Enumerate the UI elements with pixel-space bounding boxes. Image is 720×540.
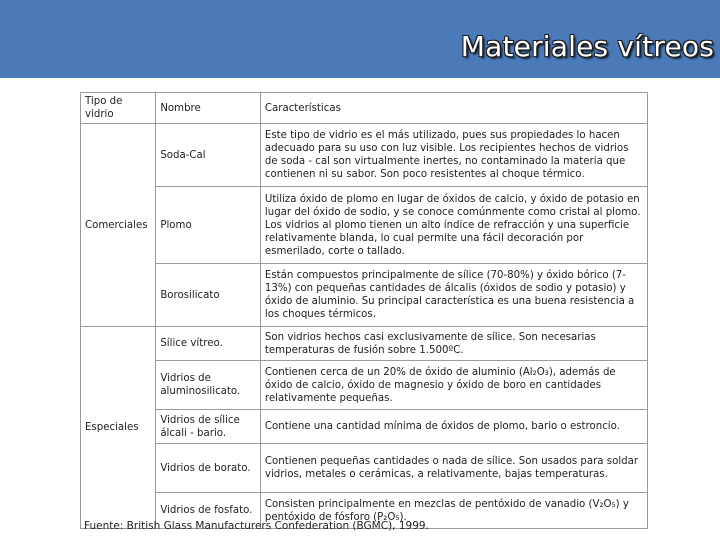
row-description: Contienen pequeñas cantidades o nada de sílice. Son usados para soldar vidrios, metales o cerámicas, a relativamente, bajas temperaturas. [260, 444, 647, 493]
source-note: Fuente: British Glass Manufacturers Confederation (BGMC), 1999. [84, 520, 429, 532]
group-especiales: Especiales [81, 327, 156, 529]
group-comerciales: Comerciales [81, 124, 156, 327]
row-description: Utiliza óxido de plomo en lugar de óxidos de calcio, y óxido de potasio en lugar del óxido de sodio, y se conoce comúnmente como cristal al plomo. Los vidrios al plomo tienen un alto índice de refracción y una superficie relativamente blanda, lo cual permite una fácil decoración por esmerilado, corte o tallado. [260, 187, 647, 264]
row-name: Vidrios de aluminosilicato. [156, 361, 261, 410]
table-row [81, 264, 648, 327]
table-row [81, 444, 648, 493]
table-header-row [81, 93, 648, 124]
title-bar [0, 0, 720, 78]
header-caracteristicas: Características [260, 93, 647, 124]
row-description: Consisten principalmente en mezclas de pentóxido de vanadio (V₂O₅) y pentóxido de fósforo (P₂O₅). [260, 493, 647, 529]
table-row [81, 124, 648, 187]
table-row [81, 410, 648, 444]
table-row [81, 327, 648, 361]
glass-materials-table [80, 92, 648, 529]
row-description: Están compuestos principalmente de sílice (70-80%) y óxido bórico (7-13%) con pequeñas cantidades de álcalis (óxidos de sodio y potasio) y óxido de aluminio. Su principal característica es una buena resistencia a los choques térmicos. [260, 264, 647, 327]
slide-title: Materiales vítreos [460, 30, 714, 63]
row-description: Este tipo de vidrio es el más utilizado, pues sus propiedades lo hacen adecuado para su uso con luz visible. Los recipientes hechos de vidrios de soda - cal son virtualmente inertes, no contaminado la materia que contienen ni su sabor. Son poco resistentes al choque térmico. [260, 124, 647, 187]
row-description: Contienen cerca de un 20% de óxido de aluminio (Al₂O₃), además de óxido de calcio, óxido de magnesio y óxido de boro en cantidades relativamente pequeñas. [260, 361, 647, 410]
table-row [81, 361, 648, 410]
row-description: Contiene una cantidad mínima de óxidos de plomo, bario o estroncio. [260, 410, 647, 444]
row-name: Vidrios de sílice álcali - bario. [156, 410, 261, 444]
row-name: Soda-Cal [156, 124, 261, 187]
header-tipo: Tipo de vidrio [81, 93, 156, 124]
row-description: Son vidrios hechos casi exclusivamente de sílice. Son necesarias temperaturas de fusión sobre 1.500ºC. [260, 327, 647, 361]
table-row [81, 187, 648, 264]
row-name: Sílice vítreo. [156, 327, 261, 361]
row-name: Borosilicato [156, 264, 261, 327]
header-nombre: Nombre [156, 93, 261, 124]
row-name: Plomo [156, 187, 261, 264]
row-name: Vidrios de fosfato. [156, 493, 261, 529]
row-name: Vidrios de borato. [156, 444, 261, 493]
